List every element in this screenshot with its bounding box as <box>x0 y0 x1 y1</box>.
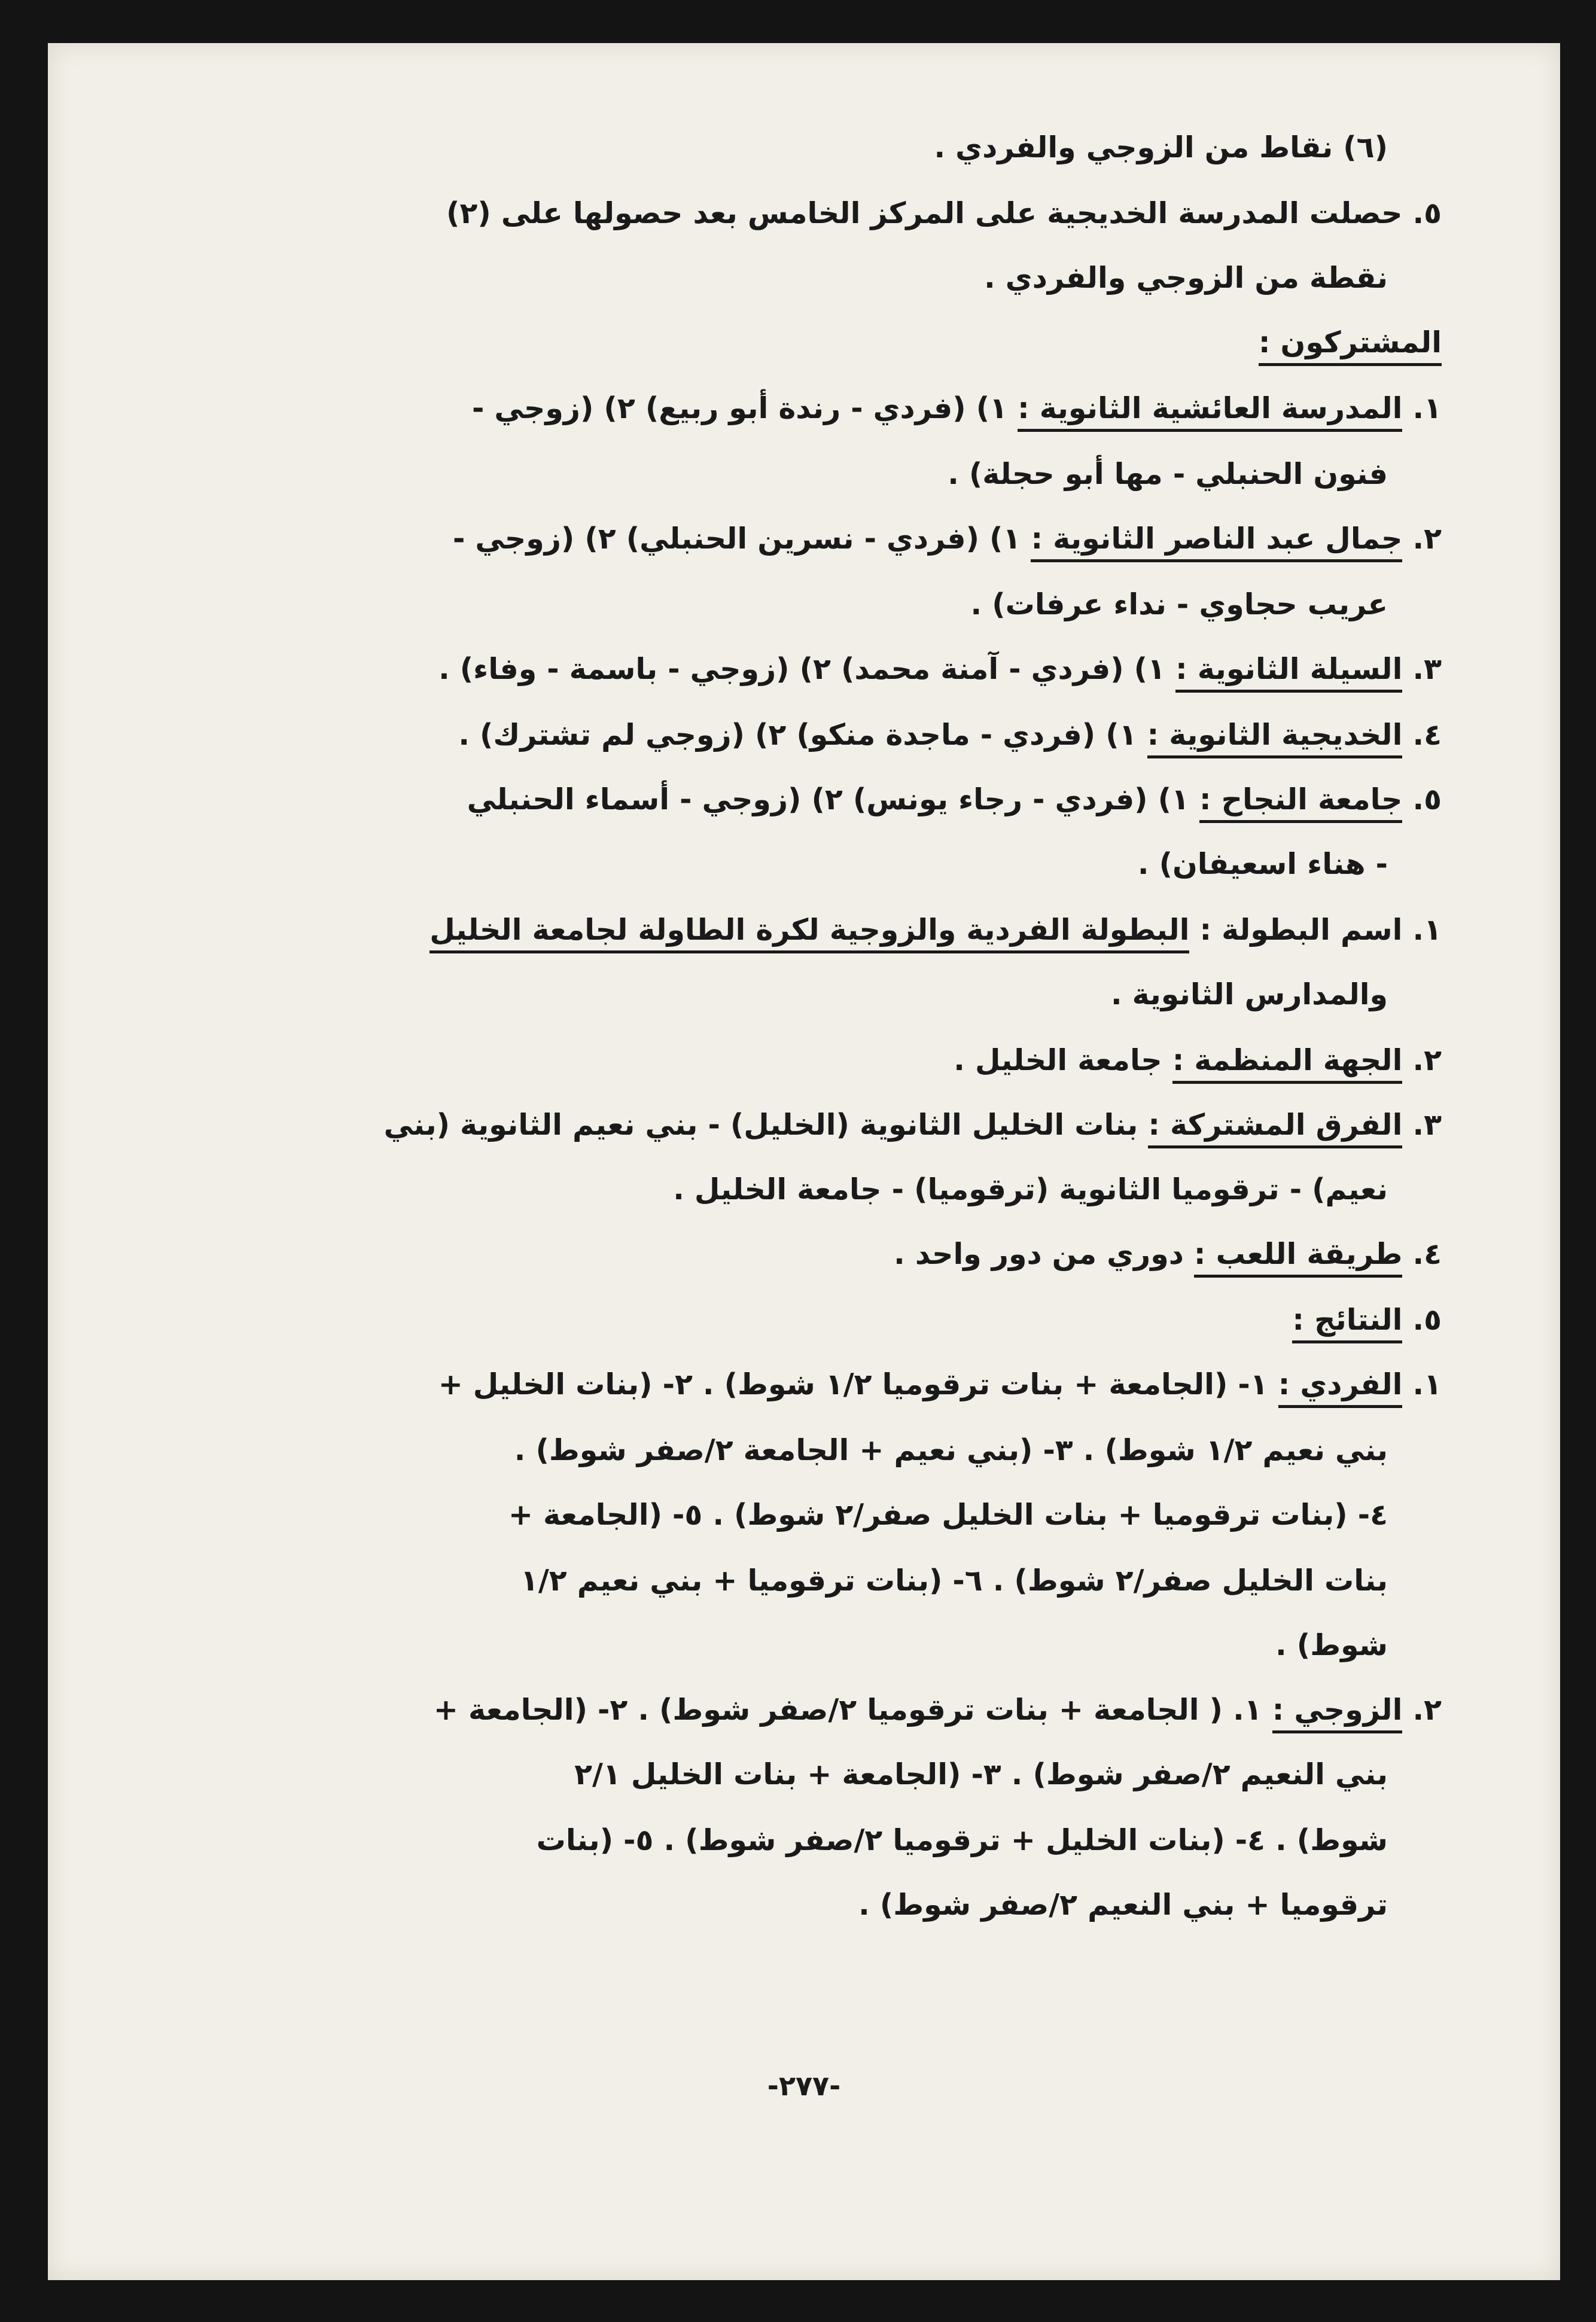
text-line <box>1292 1305 1442 1343</box>
text-line <box>984 261 1388 295</box>
underlined-label: الجهة المنظمة : <box>1172 1046 1403 1084</box>
text-line <box>438 1367 1442 1408</box>
line-prefix: ٣. <box>1402 652 1442 686</box>
text-line <box>472 391 1442 432</box>
page-number: -٢٧٧- <box>767 2070 841 2102</box>
text-line <box>446 196 1442 230</box>
text-line <box>673 1172 1388 1206</box>
document-page <box>48 43 1560 2280</box>
line-text: عريب حجاوي - نداء عرفات) . <box>970 587 1388 621</box>
text-line <box>467 782 1442 823</box>
line-text: بني النعيم ٢/صفر شوط) . ٣- (الجامعة + بنات الخليل ٢/١ <box>574 1757 1388 1791</box>
underlined-label: البطولة الفردية والزوجية لكرة الطاولة لجامعة الخليل <box>430 915 1189 953</box>
underlined-label: جمال عبد الناصر الثانوية : <box>1031 524 1402 562</box>
line-text: ١) (فردي - ماجدة منكو) ٢) (زوجي لم تشترك) . <box>458 718 1147 752</box>
line-prefix: ١. <box>1402 1367 1442 1401</box>
underlined-label: الفرق المشتركة : <box>1148 1110 1402 1148</box>
line-prefix: ٤. <box>1402 1237 1442 1271</box>
text-line <box>894 1239 1442 1278</box>
line-text: ١- (الجامعة + بنات ترقوميا ١/٢ شوط) . ٢- (بنات الخليل + <box>438 1367 1278 1401</box>
line-prefix: ١. <box>1402 391 1442 425</box>
text-line <box>574 1757 1388 1791</box>
line-prefix: ٤. <box>1402 718 1442 752</box>
underlined-label: الزوجي : <box>1272 1695 1403 1733</box>
text-line <box>434 1695 1442 1733</box>
text-line <box>453 524 1442 562</box>
text-line <box>438 654 1442 693</box>
text-line <box>1111 977 1388 1011</box>
line-text: والمدارس الثانوية . <box>1111 977 1388 1011</box>
line-text: ٥. حصلت المدرسة الخديجية على المركز الخامس بعد حصولها على (٢) <box>446 196 1442 230</box>
underlined-label: المشتركون : <box>1259 328 1442 366</box>
line-prefix: ٢. <box>1402 1693 1442 1727</box>
text-line <box>1258 325 1442 366</box>
text-line <box>970 587 1388 621</box>
line-text: - هناء اسعيفان) . <box>1137 847 1388 881</box>
line-text: شوط) . <box>1275 1628 1388 1662</box>
line-text: دوري من دور واحد . <box>894 1237 1194 1271</box>
line-text: بني نعيم ١/٢ شوط) . ٣- (بني نعيم + الجامعة ٢/صفر شوط) . <box>514 1433 1388 1467</box>
text-line <box>430 915 1442 953</box>
underlined-label: السيلة الثانوية : <box>1175 654 1402 693</box>
text-line <box>858 1888 1388 1922</box>
line-text: ١) (فردي - نسرين الحنبلي) ٢) (زوجي - <box>452 522 1031 556</box>
text-line <box>934 130 1388 164</box>
line-prefix: ١. اسم البطولة : <box>1189 913 1442 947</box>
text-line <box>536 1823 1388 1857</box>
text-line <box>948 459 1388 489</box>
underlined-label: الفردي : <box>1278 1370 1403 1408</box>
line-text: نقطة من الزوجي والفردي . <box>984 261 1388 295</box>
line-prefix: ٥. <box>1402 1303 1442 1337</box>
line-text: شوط) . ٤- (بنات الخليل + ترقوميا ٢/صفر شوط) . ٥- (بنات <box>536 1823 1388 1857</box>
line-prefix: ٢. <box>1402 522 1442 556</box>
line-prefix: ٢. <box>1402 1043 1442 1077</box>
line-prefix: ٥. <box>1402 782 1442 816</box>
line-text: ١) (فردي - آمنة محمد) ٢) (زوجي - باسمة - وفاء) . <box>438 652 1176 686</box>
text-line <box>458 720 1442 758</box>
underlined-label: الخديجية الثانوية : <box>1147 720 1403 758</box>
text-line <box>1275 1628 1388 1662</box>
line-text: ترقوميا + بني النعيم ٢/صفر شوط) . <box>858 1888 1388 1922</box>
underlined-label: المدرسة العائشية الثانوية : <box>1018 394 1402 432</box>
text-line <box>954 1043 1442 1084</box>
line-text: ٤- (بنات ترقوميا + بنات الخليل صفر/٢ شوط) . ٥- (الجامعة + <box>508 1498 1388 1532</box>
text-line <box>520 1564 1388 1598</box>
text-line <box>508 1498 1388 1532</box>
underlined-label: النتائج : <box>1292 1305 1402 1343</box>
line-text: نعيم) - ترقوميا الثانوية (ترقوميا) - جامعة الخليل . <box>673 1172 1388 1206</box>
line-text: ١. ( الجامعة + بنات ترقوميا ٢/صفر شوط) . ٢- (الجامعة + <box>433 1693 1272 1727</box>
line-text: جامعة الخليل . <box>954 1043 1172 1077</box>
text-line <box>384 1110 1442 1148</box>
line-text: (٦) نقاط من الزوجي والفردي . <box>934 130 1388 164</box>
line-text: ١) (فردي - رجاء يونس) ٢) (زوجي - أسماء الحنبلي <box>467 782 1200 816</box>
line-text: فنون الحنبلي - مها أبو حجلة) . <box>948 457 1388 491</box>
text-line <box>1138 849 1388 879</box>
line-prefix: ٣. <box>1402 1108 1442 1142</box>
text-line <box>514 1433 1388 1467</box>
line-text: بنات الخليل صفر/٢ شوط) . ٦- (بنات ترقوميا + بني نعيم ١/٢ <box>520 1564 1388 1598</box>
underlined-label: جامعة النجاح : <box>1199 785 1402 823</box>
line-text: بنات الخليل الثانوية (الخليل) - بني نعيم الثانوية (بني <box>383 1108 1149 1142</box>
underlined-label: طريقة اللعب : <box>1194 1239 1402 1278</box>
line-text: ١) (فردي - رندة أبو ربيع) ٢) (زوجي - <box>472 391 1018 425</box>
